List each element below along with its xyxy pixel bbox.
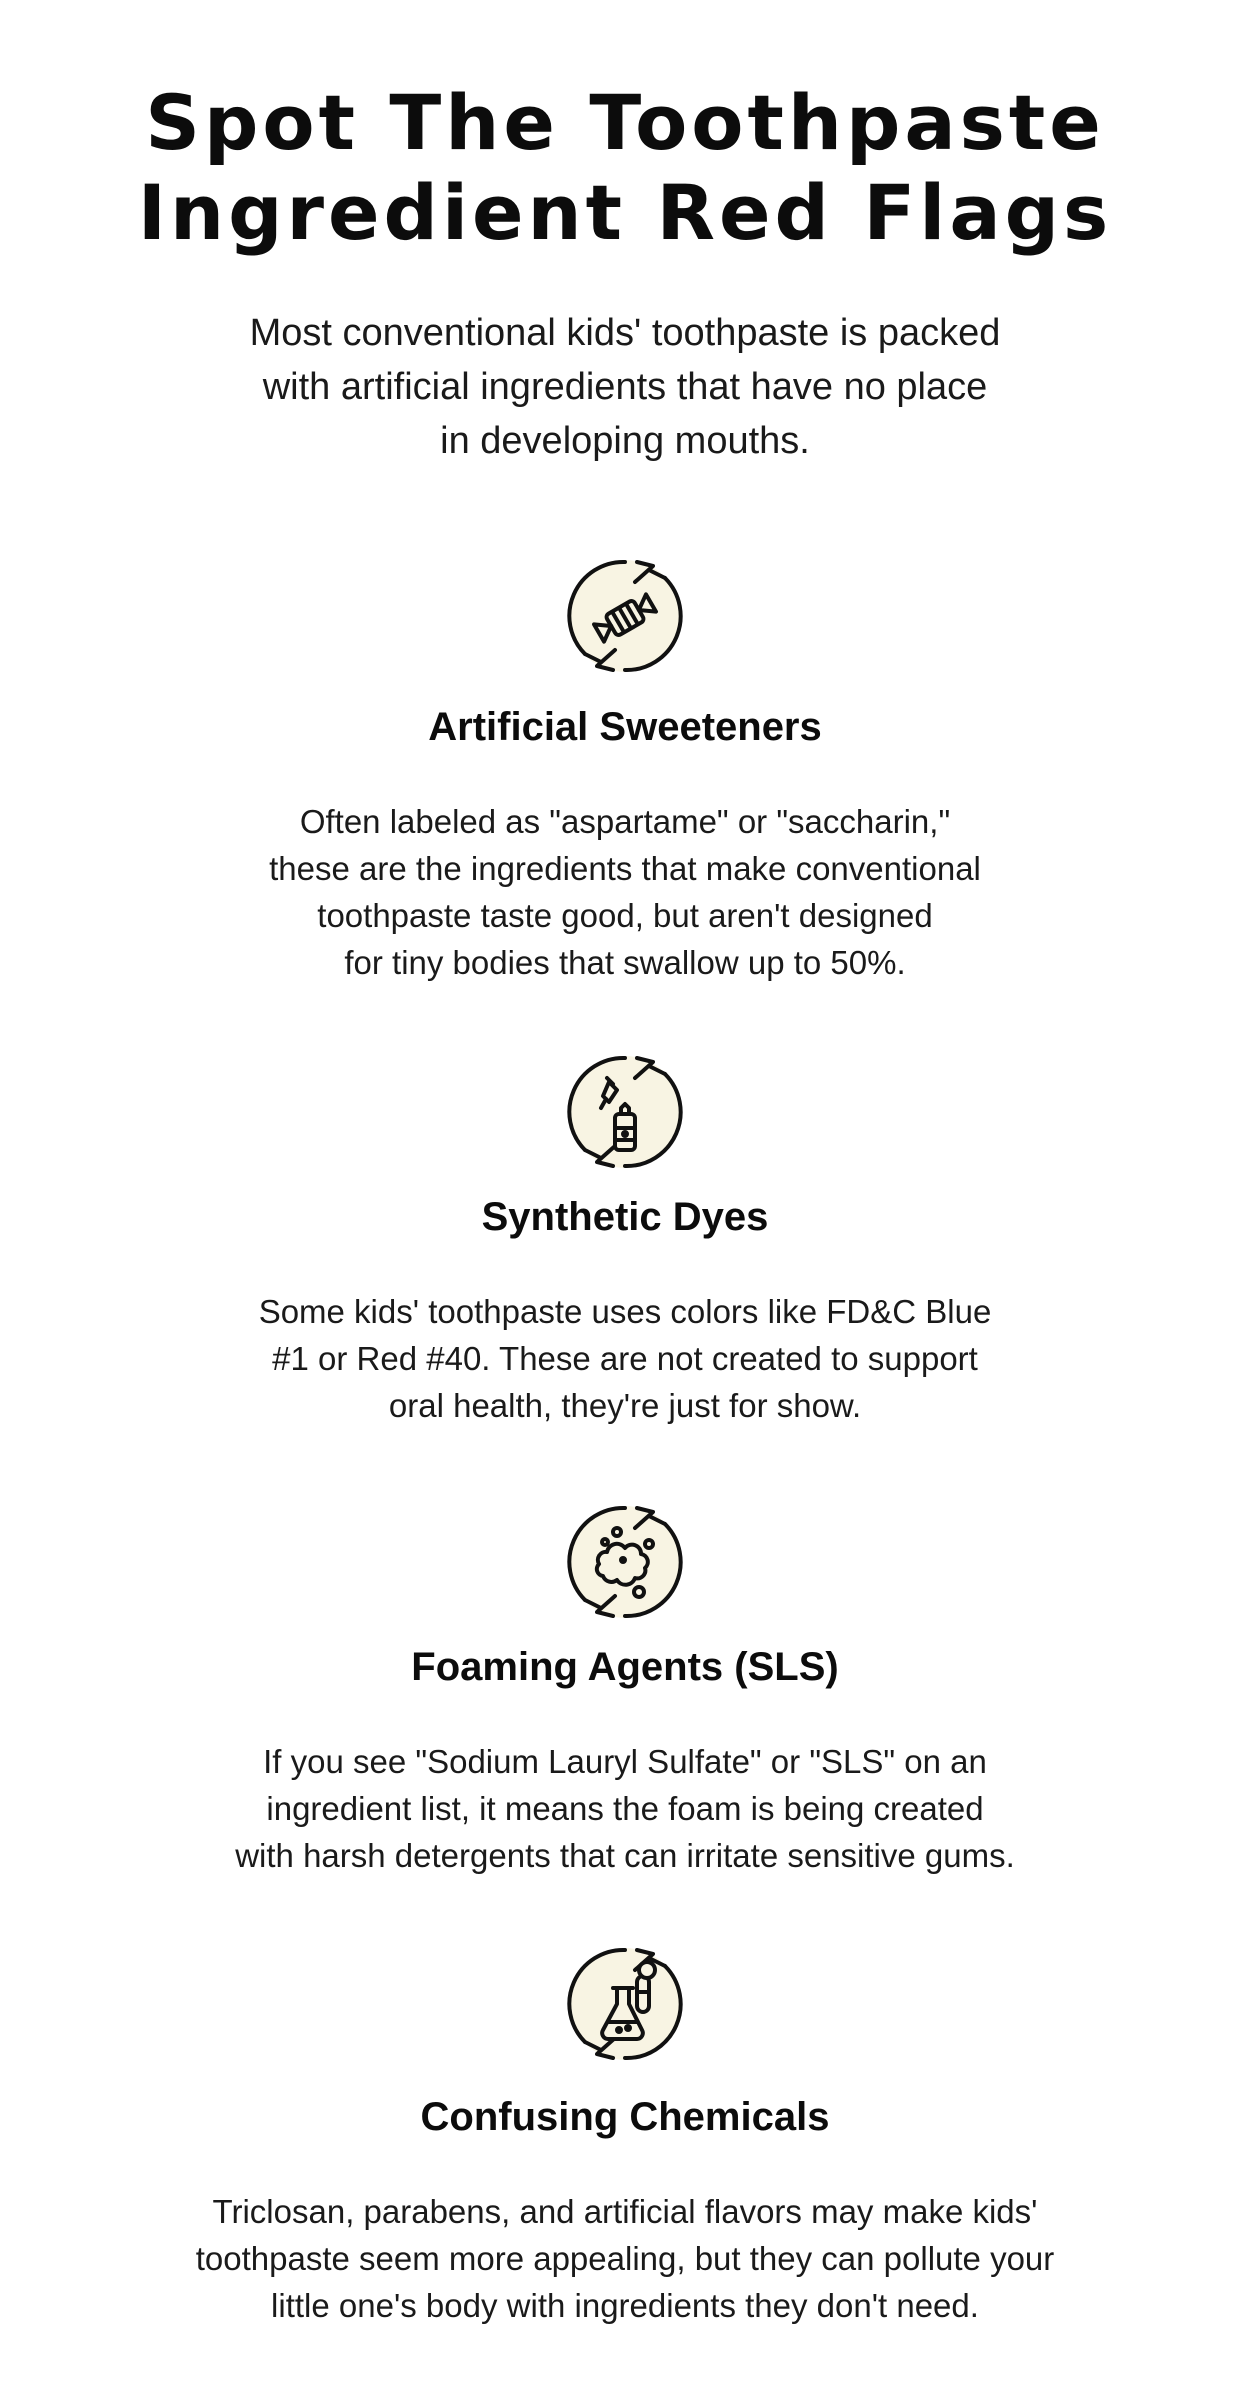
page-title-line-2: Ingredient Red Flags: [137, 168, 1113, 257]
item-line: Triclosan, parabens, and artificial flavors may make kids': [212, 2193, 1038, 2230]
item-line: Often labeled as "aspartame" or "saccharin,": [299, 803, 951, 840]
item-line: toothpaste taste good, but aren't designed: [317, 897, 933, 934]
item-line: oral health, they're just for show.: [388, 1387, 862, 1424]
item-text-artificial-sweeteners: [100, 798, 1150, 986]
no-dye-dropper-icon: [565, 1052, 685, 1172]
no-foam-bubbles-icon: [565, 1502, 685, 1622]
page-title-line-1: Spot The Toothpaste: [145, 78, 1105, 167]
intro-line-1: Most conventional kids' toothpaste is packed: [249, 312, 1001, 354]
item-line: for tiny bodies that swallow up to 50%.: [344, 944, 906, 981]
item-text-confusing-chemicals: [100, 2188, 1150, 2329]
intro-line-3: in developing mouths.: [440, 420, 810, 462]
item-line: these are the ingredients that make conventional: [269, 850, 981, 887]
intro-paragraph: [175, 306, 1075, 468]
item-line: #1 or Red #40. These are not created to support: [272, 1340, 978, 1377]
item-line: ingredient list, it means the foam is being created: [266, 1790, 984, 1827]
item-text-synthetic-dyes: [100, 1288, 1150, 1429]
item-line: with harsh detergents that can irritate sensitive gums.: [235, 1837, 1015, 1874]
page-title: [0, 78, 1250, 258]
item-title-artificial-sweeteners: Artificial Sweeteners: [428, 705, 822, 749]
item-title-confusing-chemicals: Confusing Chemicals: [420, 2095, 830, 2139]
item-line: little one's body with ingredients they don't need.: [271, 2287, 979, 2324]
item-line: Some kids' toothpaste uses colors like FD&C Blue: [258, 1293, 992, 1330]
item-line: If you see "Sodium Lauryl Sulfate" or "SLS" on an: [263, 1743, 987, 1780]
no-chemical-flask-icon: [565, 1944, 685, 2064]
item-text-foaming-agents: [100, 1738, 1150, 1879]
item-line: toothpaste seem more appealing, but they can pollute your: [195, 2240, 1055, 2277]
item-title-foaming-agents: Foaming Agents (SLS): [411, 1645, 839, 1689]
no-candy-icon: [565, 556, 685, 676]
item-title-synthetic-dyes: Synthetic Dyes: [481, 1195, 769, 1239]
intro-line-2: with artificial ingredients that have no place: [262, 366, 988, 408]
